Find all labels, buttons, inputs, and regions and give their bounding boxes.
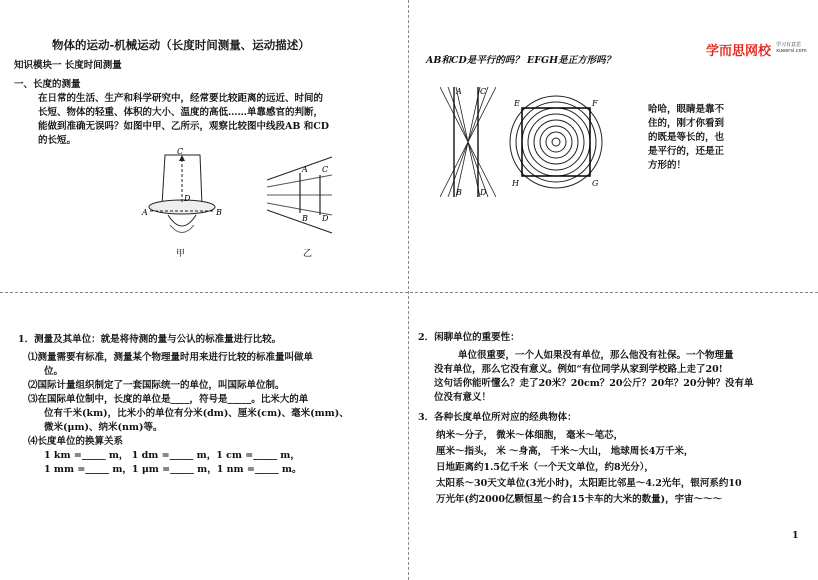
- point-b-label: B: [456, 188, 462, 197]
- example-line: 厘米～指头， 米 ～身高， 千米～大山， 地球周长4万千米，: [436, 446, 694, 457]
- item-1-heading: 1．测量及其单位：就是将待测的量与公认的标准量进行比较。: [18, 334, 282, 345]
- subitem-text: 位有千米(km)，比米小的单位有分米(dm)、厘米(cm)、毫米(mm)、: [44, 408, 349, 419]
- brand-slogan: 学习有意思: [776, 42, 802, 48]
- brand-logo: 学而思网校: [706, 44, 772, 59]
- brand-logo-sub: [776, 42, 807, 54]
- paragraph-line: 位没有意义！: [434, 392, 492, 403]
- point-a-label: A: [456, 87, 462, 96]
- note-line: 是平行的，还是正: [648, 146, 725, 157]
- figure-label-jia: 甲: [176, 249, 186, 259]
- subitem-text: ⑵国际计量组织制定了一套国际统一的单位，叫国际单位制。: [28, 380, 285, 391]
- item-3-heading: 3．各种长度单位所对应的经典物体：: [418, 412, 577, 423]
- subitem-text: ⑷长度单位的换算关系: [28, 436, 124, 447]
- example-line: 万光年(约2000亿颗恒星～约合15卡车的大米的数量)，宇宙～～～: [436, 494, 723, 505]
- point-f-label: F: [592, 99, 598, 108]
- paragraph-line: 长短、物体的轻重、体积的大小、温度的高低……单靠感官的判断，: [38, 107, 324, 118]
- vertical-divider: [408, 0, 409, 580]
- paragraph-line: 能做到准确无误吗？如图中甲、乙所示，观察比较图中线段AB 和CD: [38, 121, 330, 132]
- brand-url: xueersi.com: [776, 48, 807, 54]
- section-heading: 一、长度的测量: [14, 79, 81, 90]
- conversion-line: 1 km =_____ m， 1 dm =_____ m，1 cm =_____ m，: [44, 450, 300, 461]
- point-b-label: B: [302, 214, 308, 223]
- question-text: AB和CD是平行的吗？ EFGH是正方形吗？: [426, 55, 616, 66]
- subitem-text: ⑴测量需要有标准，测量某个物理量时用来进行比较的标准量叫做单: [28, 352, 314, 363]
- paragraph-line: 这句话你能听懂么？走了20米？20cm？20公斤？20年？20分钟？没有单: [434, 378, 754, 389]
- point-d-label: D: [184, 194, 191, 203]
- point-e-label: E: [514, 99, 520, 108]
- example-line: 纳米～分子， 微米～体细胞， 毫米～笔芯，: [436, 430, 624, 441]
- circles-square-illusion-figure: [506, 92, 606, 192]
- point-d-label: D: [480, 188, 487, 197]
- item-2-heading: 2．闲聊单位的重要性：: [418, 332, 520, 343]
- paragraph-line: 的长短。: [38, 135, 77, 146]
- slide-title: 物体的运动-机械运动（长度时间测量、运动描述）: [52, 38, 310, 52]
- point-b-label: B: [216, 208, 222, 217]
- point-c-label: C: [480, 87, 487, 96]
- paragraph-line: 没有单位，那么它没有意义。例如“有位同学从家到学校路上走了20!: [434, 364, 723, 375]
- figure-label-yi: 乙: [303, 249, 313, 259]
- subitem-text: ⑶在国际单位制中，长度的单位是____，符号是_____。比米大的单: [28, 394, 309, 405]
- conversion-line: 1 mm =_____ m，1 μm =_____ m，1 nm =_____ m。: [44, 464, 302, 475]
- note-line: 方形的！: [648, 160, 687, 171]
- hering-illusion-figure: [440, 82, 496, 200]
- note-line: 住的，刚才你看到: [648, 118, 725, 129]
- point-a-label: A: [302, 165, 308, 174]
- note-line: 哈哈，眼睛是靠不: [648, 104, 725, 115]
- example-line: 太阳系～30天文单位(3光小时)，太阳距比邻星～4.2光年，银河系约10: [436, 478, 742, 489]
- paragraph-line: 单位很重要，一个人如果没有单位，那么他没有社保。一个物理量: [458, 350, 734, 361]
- hat-illusion-figure: [140, 145, 230, 245]
- point-h-label: H: [512, 179, 519, 188]
- module-heading: 知识模块一 长度时间测量: [14, 60, 122, 71]
- point-a-label: A: [142, 208, 148, 217]
- point-d-label: D: [322, 214, 329, 223]
- point-g-label: G: [592, 179, 599, 188]
- point-c-label: C: [322, 165, 329, 174]
- paragraph-line: 在日常的生活、生产和科学研究中，经常要比较距离的远近、时间的: [38, 93, 324, 104]
- note-line: 的既是等长的，也: [648, 132, 725, 143]
- horizontal-divider: [0, 292, 818, 293]
- point-c-label: C: [177, 147, 184, 156]
- page-number: 1: [792, 530, 799, 541]
- subitem-text: 位。: [44, 366, 64, 377]
- example-line: 日地距离约1.5亿千米（一个天文单位，约8光分），: [436, 462, 654, 473]
- perspective-illusion-figure: [262, 155, 352, 235]
- subitem-text: 微米(μm)、纳米(nm)等。: [44, 422, 163, 433]
